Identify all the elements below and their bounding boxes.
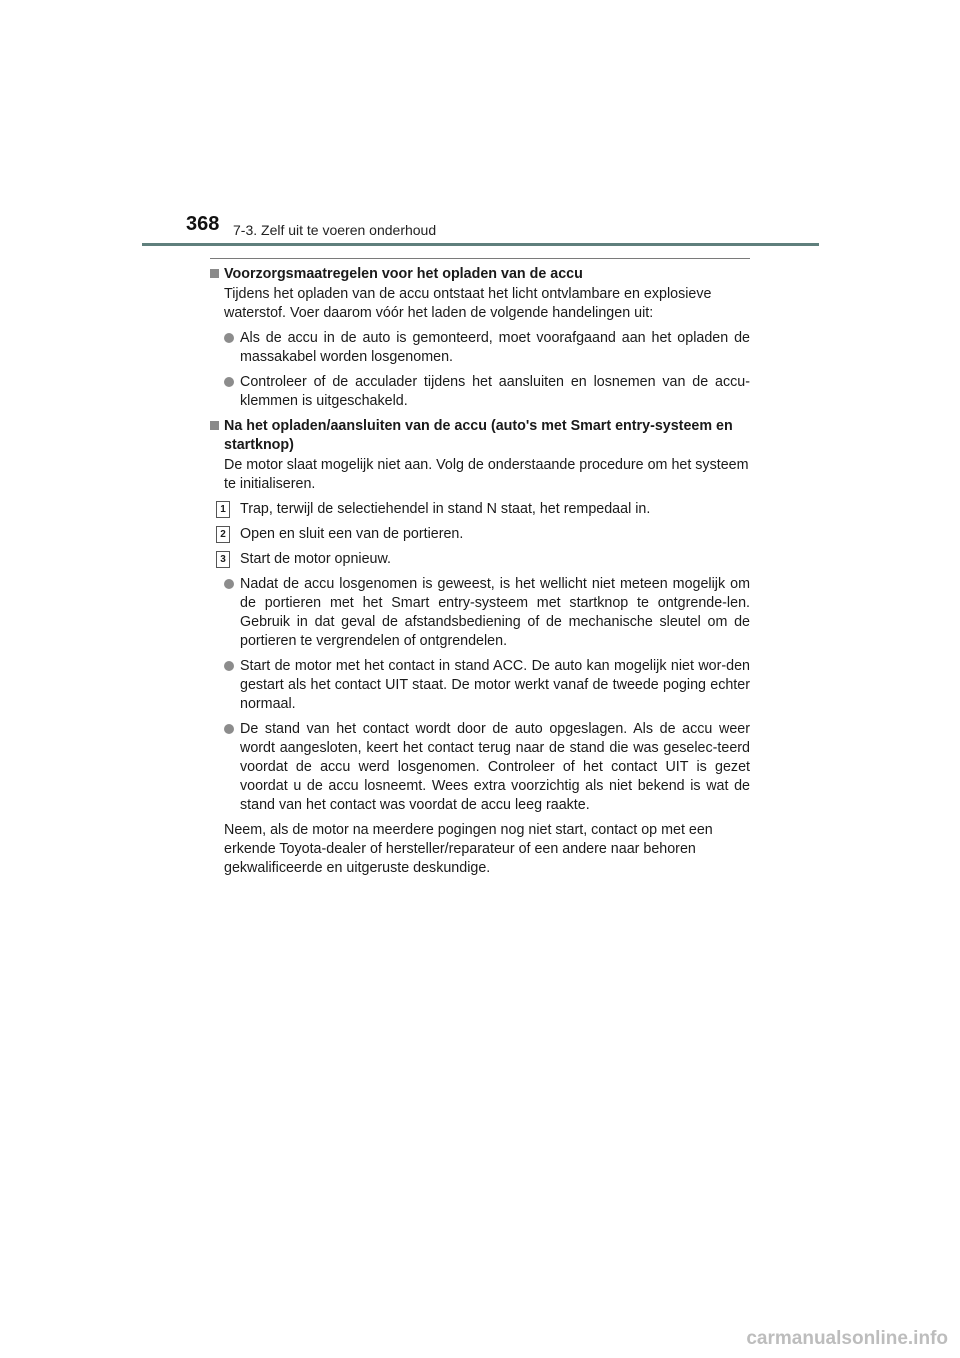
heading-text: Voorzorgsmaatregelen voor het opladen van de accu: [224, 266, 583, 282]
bullet-text: Controleer of de acculader tijdens het aansluiten en losnemen van de accu-klemmen is uitgeschakeld.: [240, 374, 750, 409]
step-number-badge: 3: [216, 551, 230, 568]
step-text: Trap, terwijl de selectiehendel in stand N staat, het rempedaal in.: [240, 501, 651, 517]
section-heading-charging-precautions: [210, 265, 750, 284]
circle-bullet-icon: [224, 579, 234, 589]
bullet-item: [210, 575, 750, 651]
header-rule: [142, 243, 819, 246]
step-item: [210, 525, 750, 544]
section-divider: [210, 258, 750, 259]
page-content: [210, 258, 750, 878]
circle-bullet-icon: [224, 724, 234, 734]
section-intro: Tijdens het opladen van de accu ontstaat het licht ontvlambare en explosieve waterstof. Voer daarom vóór het laden de volgende handelingen uit:: [224, 286, 712, 321]
bullet-item: [210, 373, 750, 411]
page-number: 368: [186, 213, 220, 235]
bullet-item: [210, 329, 750, 367]
bullet-text: De stand van het contact wordt door de auto opgeslagen. Als de accu weer wordt aangesloten, keert het contact terug naar de stand die was geselec-teerd voordat de accu werd losgenomen. Controleer of het contact UIT is gezet voordat u de accu losneemt. Wees extra voorzichtig als niet bekend is wat de stand van het contact was voordat de accu leeg raakte.: [240, 721, 750, 813]
heading-text: Na het opladen/aansluiten van de accu (auto's met Smart entry-systeem en startknop): [224, 418, 733, 453]
section-heading-after-charging: [210, 417, 750, 455]
step-text: Open en sluit een van de portieren.: [240, 526, 464, 542]
bullet-text: Nadat de accu losgenomen is geweest, is het wellicht niet meteen mogelijk om de portieren met het Smart entry-systeem met startknop te ontgrende-len. Gebruik in dat geval de afstandsbediening of de mechanische sleutel om de portieren te vergrendelen of ontgrendelen.: [240, 576, 750, 649]
step-item: [210, 550, 750, 569]
square-bullet-icon: [210, 421, 219, 430]
step-number-badge: 2: [216, 526, 230, 543]
step-number-badge: 1: [216, 501, 230, 518]
bullet-item: [210, 720, 750, 815]
chapter-title: 7-3. Zelf uit te voeren onderhoud: [233, 222, 437, 238]
section-intro: De motor slaat mogelijk niet aan. Volg de onderstaande procedure om het systeem te initialiseren.: [224, 457, 749, 492]
bullet-text: Als de accu in de auto is gemonteerd, moet voorafgaand aan het opladen de massakabel worden losgenomen.: [240, 330, 750, 365]
circle-bullet-icon: [224, 333, 234, 343]
bullet-item: [210, 657, 750, 714]
bullet-text: Start de motor met het contact in stand ACC. De auto kan mogelijk niet wor-den gestart als het contact UIT staat. De motor werkt vanaf de tweede poging echter normaal.: [240, 658, 750, 712]
watermark-text: carmanualsonline.info: [746, 1328, 948, 1349]
circle-bullet-icon: [224, 377, 234, 387]
step-text: Start de motor opnieuw.: [240, 551, 391, 567]
step-item: [210, 500, 750, 519]
circle-bullet-icon: [224, 661, 234, 671]
square-bullet-icon: [210, 269, 219, 278]
closing-paragraph: Neem, als de motor na meerdere pogingen nog niet start, contact op met een erkende Toyota-dealer of hersteller/reparateur of een andere naar behoren gekwalificeerde en uitgeruste deskundige.: [224, 822, 713, 876]
